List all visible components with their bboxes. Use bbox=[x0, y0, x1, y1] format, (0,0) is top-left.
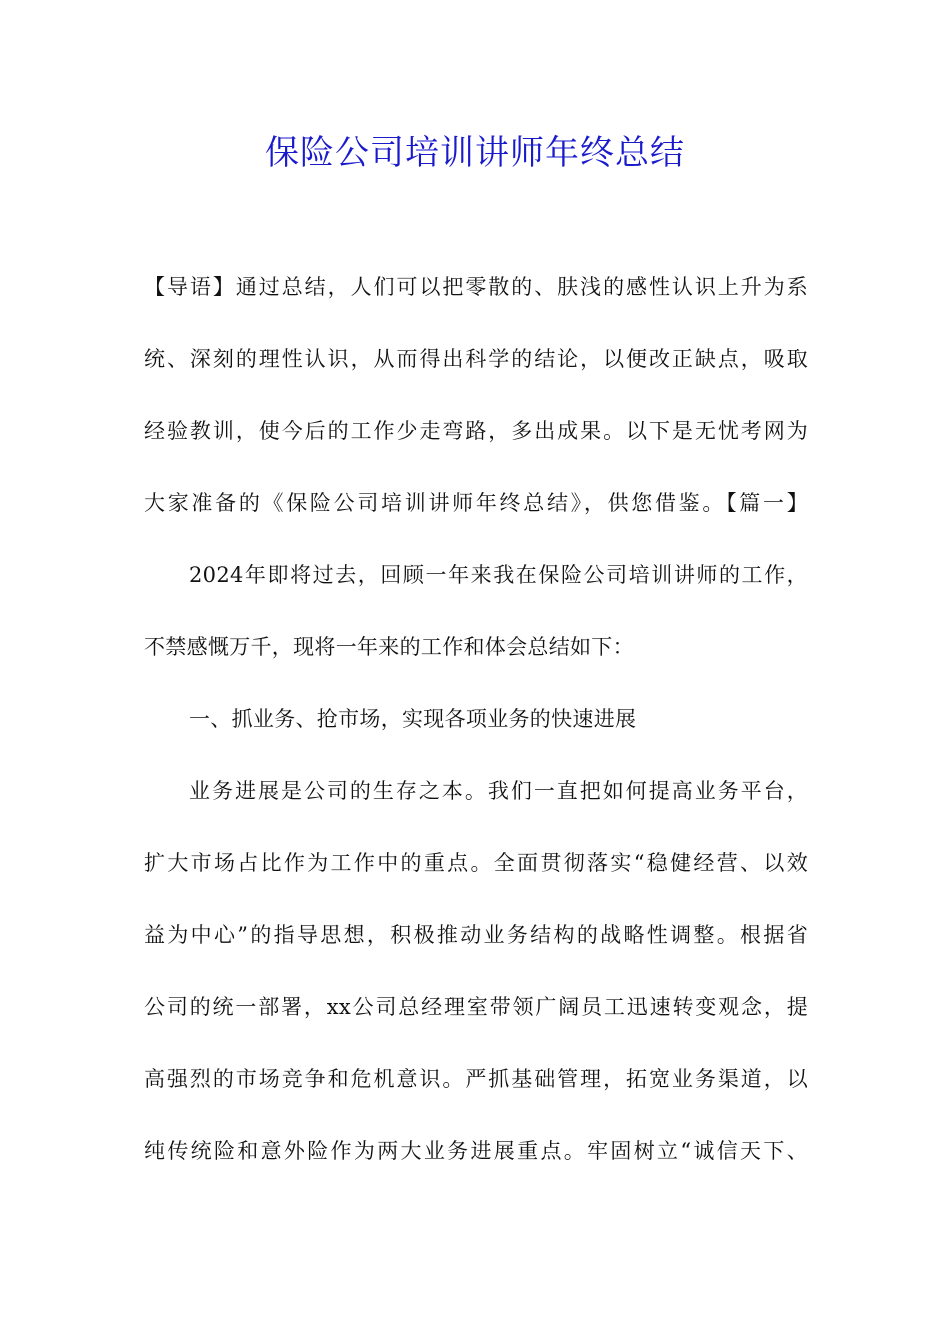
body-line: 业务进展是公司的生存之本。我们一直把如何提高业务平台， bbox=[189, 779, 808, 803]
body-line: 经验教训，使今后的工作少走弯路，多出成果。以下是无忧考网为 bbox=[144, 419, 808, 443]
body-line: 统、深刻的理性认识，从而得出科学的结论，以便改正缺点，吸取 bbox=[144, 347, 808, 371]
document-title: 保险公司培训讲师年终总结 bbox=[265, 133, 685, 173]
body-line: 扩大市场占比作为工作中的重点。全面贯彻落实“稳健经营、以效 bbox=[144, 851, 808, 875]
body-line: 一、抓业务、抢市场，实现各项业务的快速进展 bbox=[189, 707, 637, 731]
body-line: 2024年即将过去，回顾一年来我在保险公司培训讲师的工作， bbox=[189, 563, 808, 587]
body-line: 高强烈的市场竞争和危机意识。严抓基础管理，拓宽业务渠道，以 bbox=[144, 1067, 808, 1091]
body-line: 【导语】通过总结，人们可以把零散的、肤浅的感性认识上升为系 bbox=[144, 275, 808, 299]
body-line: 公司的统一部署，xx公司总经理室带领广阔员工迅速转变观念，提 bbox=[144, 995, 808, 1019]
body-line: 纯传统险和意外险作为两大业务进展重点。牢固树立“诚信天下、 bbox=[144, 1139, 808, 1163]
body-line: 大家准备的《保险公司培训讲师年终总结》，供您借鉴。【篇一】 bbox=[144, 491, 808, 515]
body-line: 不禁感慨万千，现将一年来的工作和体会总结如下： bbox=[144, 635, 634, 659]
document-body bbox=[144, 263, 808, 1199]
body-line: 益为中心”的指导思想，积极推动业务结构的战略性调整。根据省 bbox=[144, 923, 808, 947]
